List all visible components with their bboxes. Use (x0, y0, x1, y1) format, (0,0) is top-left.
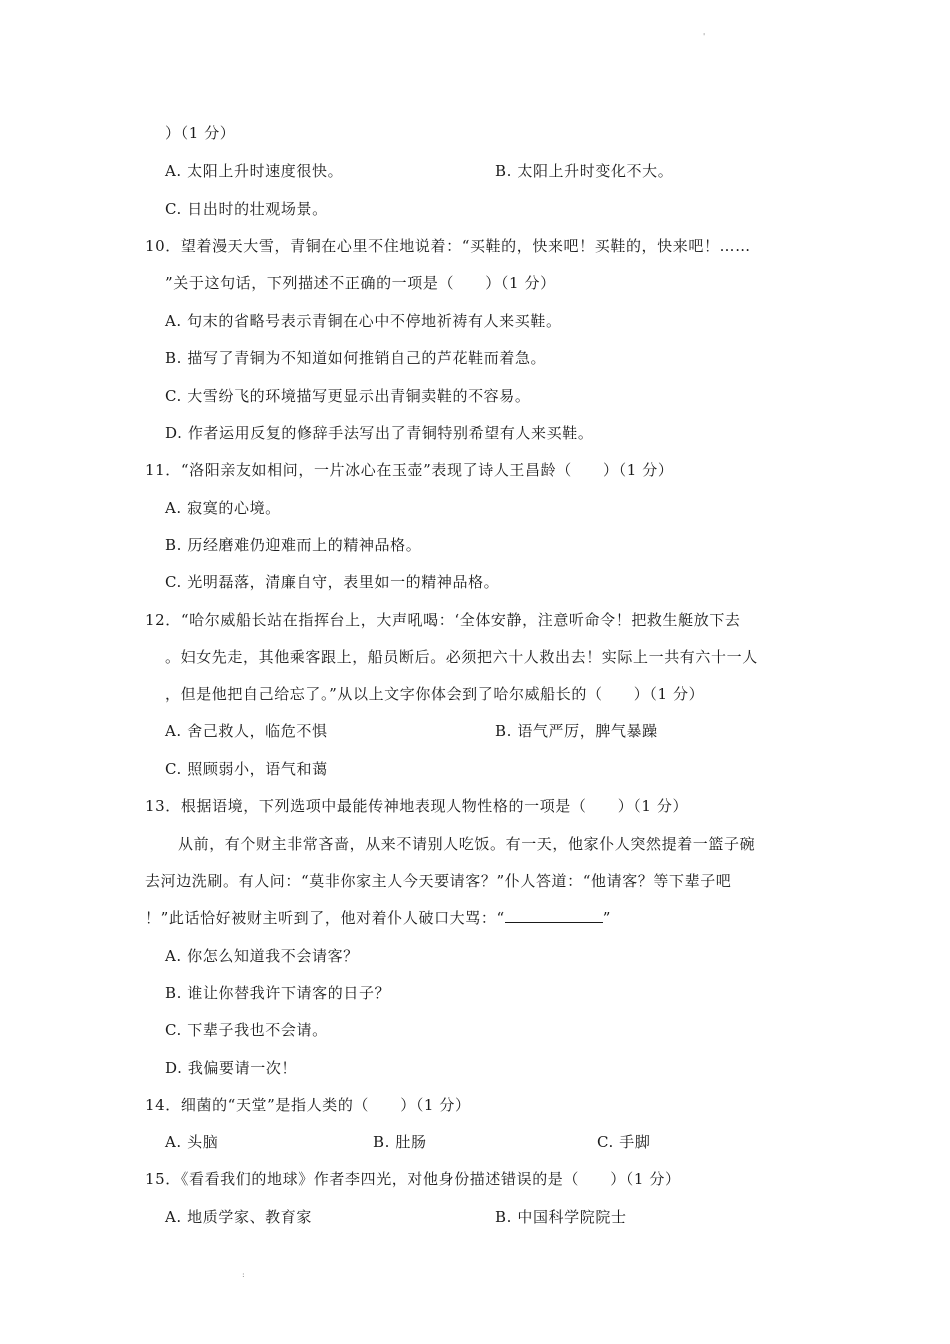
q13-answer-blank (505, 908, 603, 923)
q11-stem: 11．“洛阳亲友如相问，一片冰心在玉壶”表现了诗人王昌龄（ ）（1 分） (145, 461, 674, 479)
q13-passage-line2: 去河边洗刷。有人问：“莫非你家主人今天要请客？”仆人答道：“他请客？等下辈子吧 (145, 872, 732, 890)
q10-option-c: C. 大雪纷飞的环境描写更显示出青铜卖鞋的不容易。 (165, 387, 531, 405)
q13-passage-line3-text: ！”此话恰好被财主听到了，他对着仆人破口大骂：“ (145, 909, 505, 927)
q11-option-b: B. 历经磨难仍迎难而上的精神品格。 (165, 536, 422, 554)
q12-stem-line1: 12．“哈尔威船长站在指挥台上，大声吼喝：‘全体安静，注意听命令！把救生艇放下去 (145, 611, 741, 629)
page-bottom-mark: : (242, 1270, 245, 1279)
q13-option-a: A. 你怎么知道我不会请客？ (165, 947, 359, 965)
q10-option-a: A. 句末的省略号表示青铜在心中不停地祈祷有人来买鞋。 (165, 312, 562, 330)
q9-tail: ）（1 分） (165, 124, 236, 142)
page-corner-mark: ' (703, 32, 706, 41)
q12-option-a: A. 舍己救人，临危不惧 (165, 722, 328, 740)
q10-option-d: D. 作者运用反复的修辞手法写出了青铜特别希望有人来买鞋。 (165, 424, 594, 442)
q9-option-b: B. 太阳上升时变化不大。 (495, 162, 674, 180)
q12-stem-line3: ，但是他把自己给忘了。”从以上文字你体会到了哈尔威船长的（ ）（1 分） (165, 685, 705, 703)
q12-stem-line2: 。妇女先走，其他乘客跟上，船员断后。必须把六十人救出去！实际上一共有六十一人 (165, 648, 758, 666)
q15-option-b: B. 中国科学院院士 (495, 1208, 627, 1226)
q10-stem-line2: ”关于这句话，下列描述不正确的一项是（ ）（1 分） (165, 274, 556, 292)
q11-option-a: A. 寂寞的心境。 (165, 499, 281, 517)
q14-option-c: C. 手脚 (597, 1133, 651, 1151)
q14-option-a: A. 头脑 (165, 1133, 219, 1151)
q13-passage-close-quote: ” (602, 909, 612, 927)
q13-option-c: C. 下辈子我也不会请。 (165, 1021, 328, 1039)
q9-option-c: C. 日出时的壮观场景。 (165, 200, 328, 218)
q15-option-a: A. 地质学家、教育家 (165, 1208, 312, 1226)
q13-passage-line1: 从前，有个财主非常吝啬，从来不请别人吃饭。有一天，他家仆人突然提着一篮子碗 (178, 835, 756, 853)
q15-stem: 15．《看看我们的地球》作者李四光，对他身份描述错误的是（ ）（1 分） (145, 1170, 681, 1188)
q13-option-d: D. 我偏要请一次！ (165, 1059, 298, 1077)
q12-option-c: C. 照顾弱小，语气和蔼 (165, 760, 328, 778)
q13-stem: 13．根据语境，下列选项中最能传神地表现人物性格的一项是（ ）（1 分） (145, 797, 689, 815)
q14-option-b: B. 肚肠 (373, 1133, 427, 1151)
q10-option-b: B. 描写了青铜为不知道如何推销自己的芦花鞋而着急。 (165, 349, 547, 367)
q13-option-b: B. 谁让你替我许下请客的日子？ (165, 984, 391, 1002)
q9-option-a: A. 太阳上升时速度很快。 (165, 162, 344, 180)
q10-stem-line1: 10．望着漫天大雪，青铜在心里不住地说着：“买鞋的，快来吧！买鞋的，快来吧！…… (145, 237, 751, 255)
q12-option-b: B. 语气严厉，脾气暴躁 (495, 722, 658, 740)
q14-stem: 14．细菌的“天堂”是指人类的（ ）（1 分） (145, 1096, 471, 1114)
q13-passage-line3 (145, 908, 611, 928)
q11-option-c: C. 光明磊落，清廉自守，表里如一的精神品格。 (165, 573, 500, 591)
